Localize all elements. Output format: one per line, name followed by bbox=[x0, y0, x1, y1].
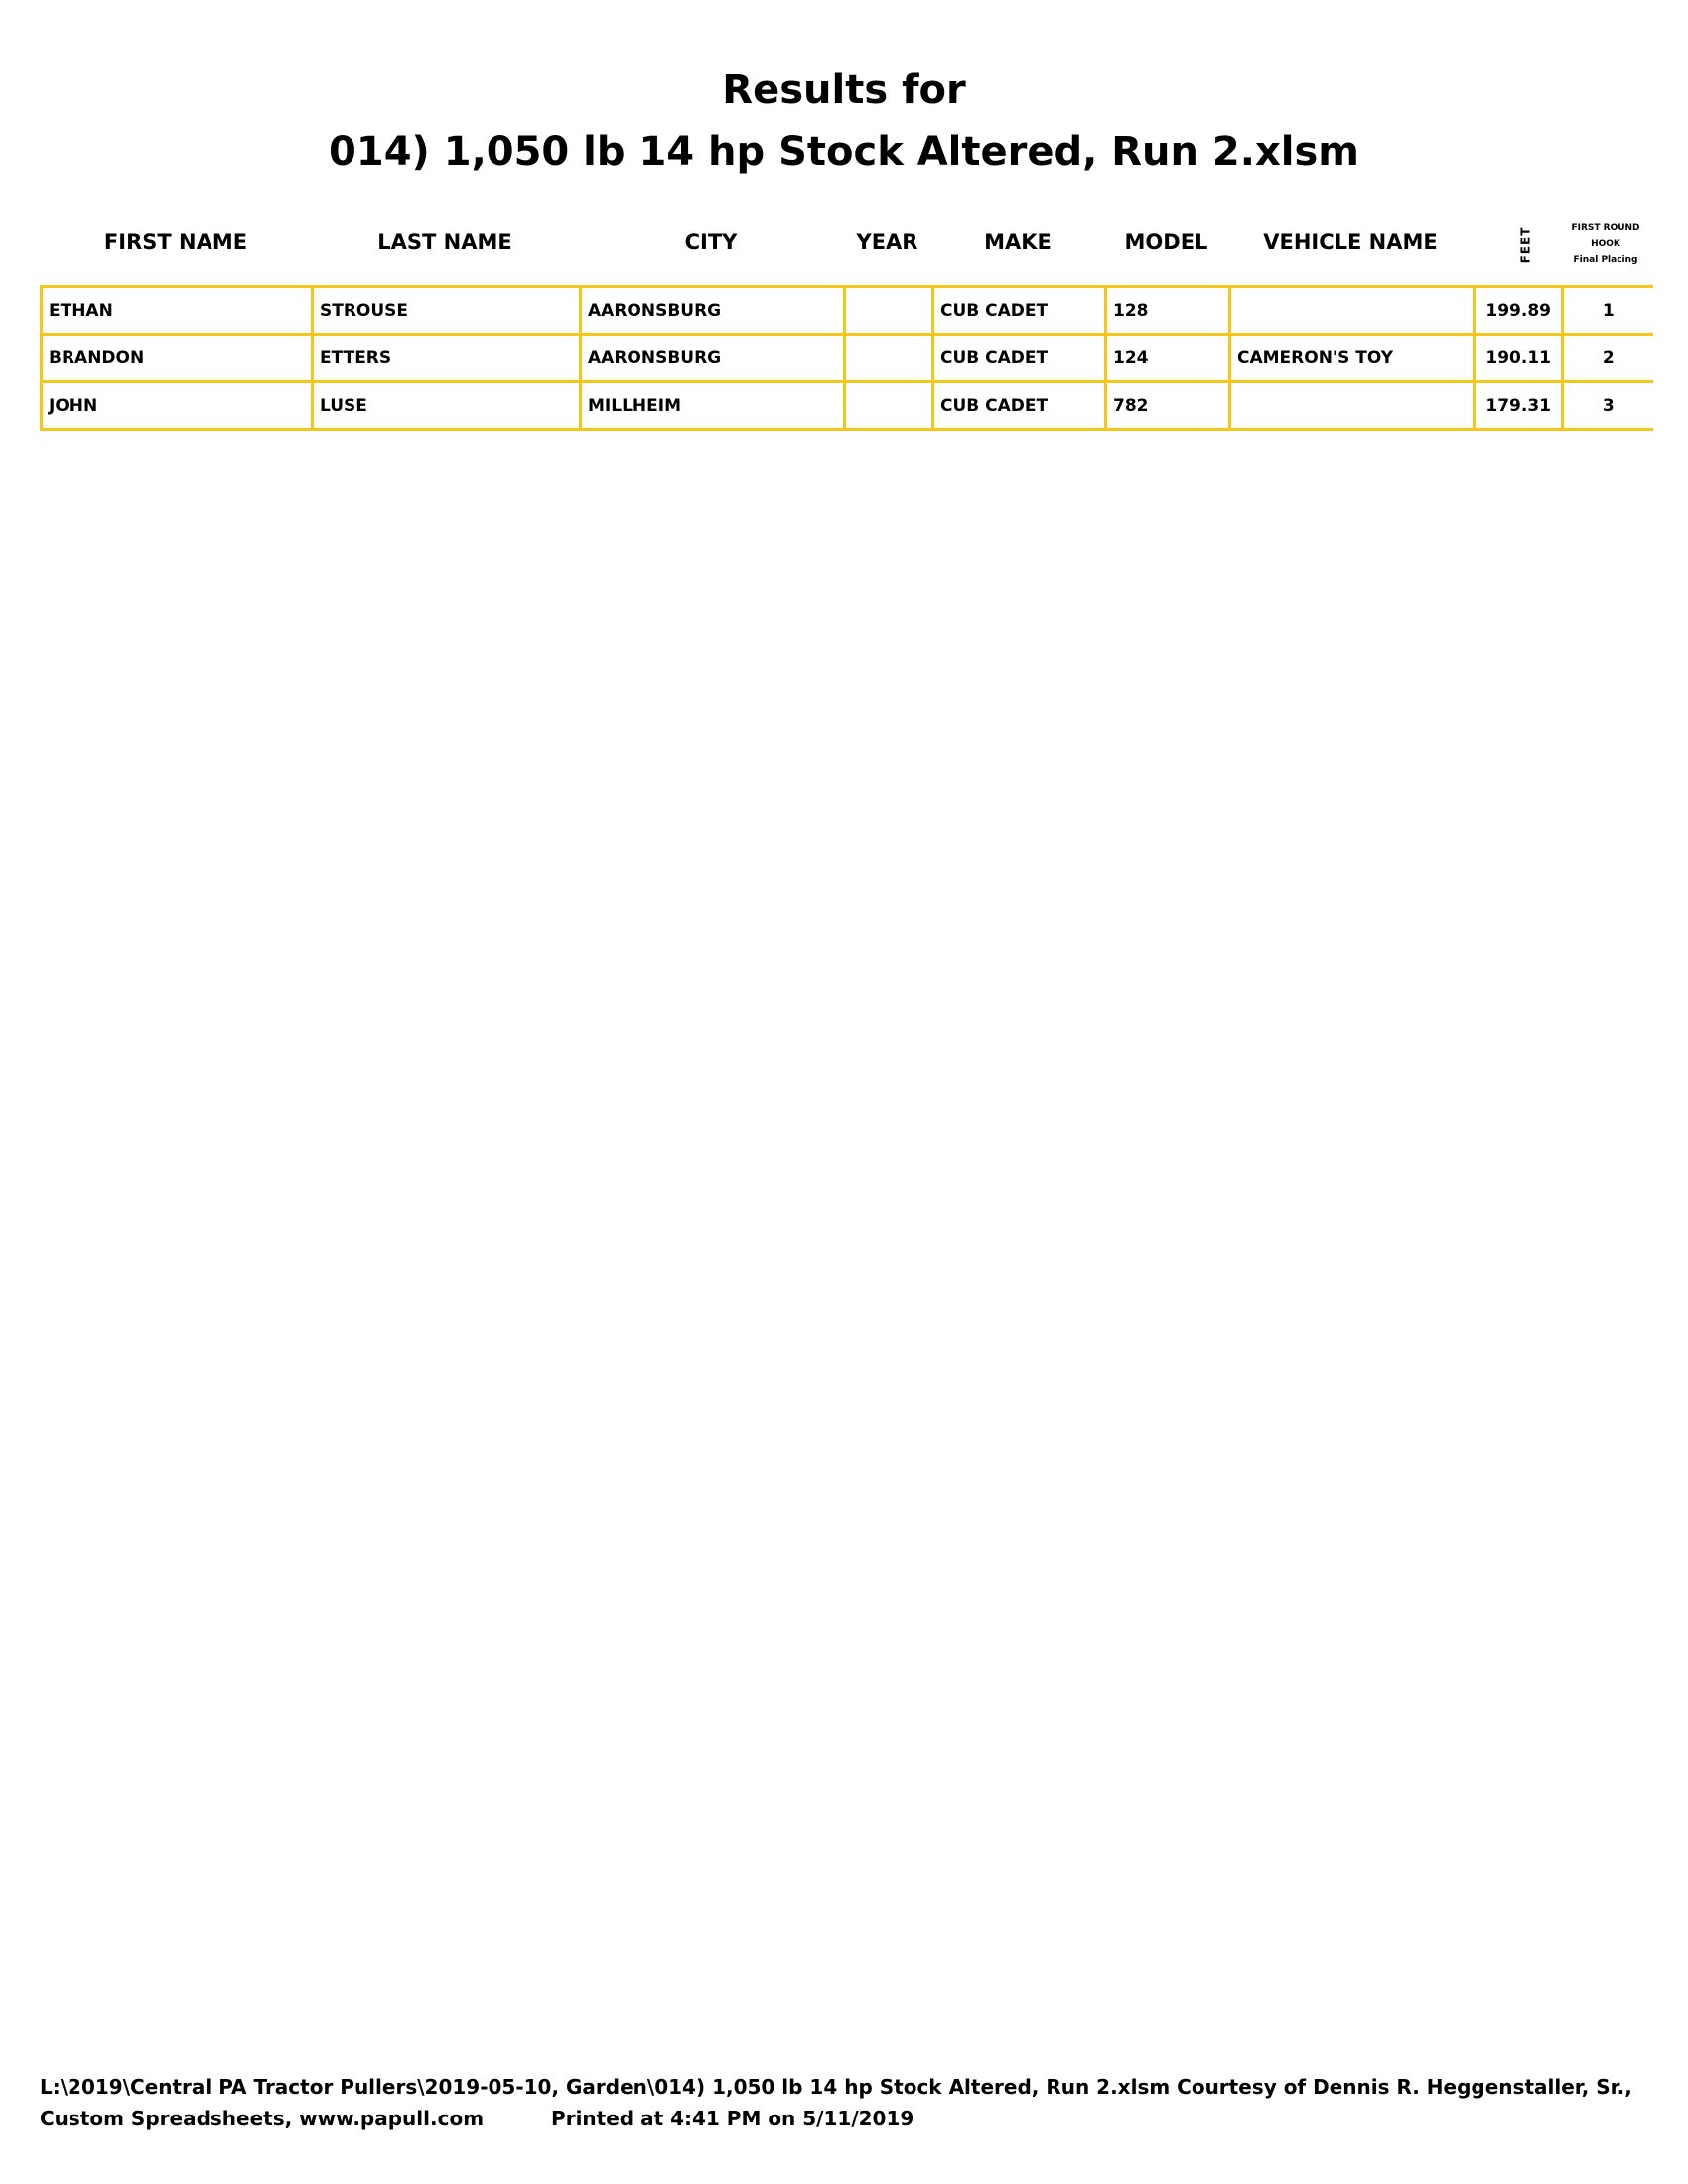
footer-file-path: L:\2019\Central PA Tractor Pullers\2019-05-10, Garden\014) 1,050 lb 14 hp Stock Altered, Run 2.xlsm Courtesy of Dennis R. Heggenstaller, Sr., bbox=[40, 2075, 1632, 2099]
cell-place: 1 bbox=[1563, 287, 1653, 335]
cell-make: CUB CADET bbox=[933, 382, 1106, 430]
cell-feet: 179.31 bbox=[1475, 382, 1563, 430]
results-table bbox=[40, 285, 1653, 431]
cell-vehicle-name bbox=[1230, 382, 1475, 430]
cell-first-name: ETHAN bbox=[42, 287, 313, 335]
header-year: YEAR bbox=[856, 230, 918, 254]
cell-place: 2 bbox=[1563, 335, 1653, 382]
header-placing-line3: Final Placing bbox=[1573, 255, 1638, 265]
cell-city: AARONSBURG bbox=[581, 335, 845, 382]
header-feet-label: FEET bbox=[1518, 226, 1532, 264]
cell-last-name: ETTERS bbox=[313, 335, 581, 382]
cell-last-name: STROUSE bbox=[313, 287, 581, 335]
header-first-name: FIRST NAME bbox=[103, 230, 248, 254]
cell-make: CUB CADET bbox=[933, 287, 1106, 335]
cell-first-name: BRANDON bbox=[42, 335, 313, 382]
cell-last-name: LUSE bbox=[313, 382, 581, 430]
cell-place: 3 bbox=[1563, 382, 1653, 430]
header-make: MAKE bbox=[984, 230, 1052, 254]
header-placing-line1: FIRST ROUND bbox=[1571, 223, 1640, 233]
header-placing bbox=[1561, 220, 1650, 268]
page-subtitle: 014) 1,050 lb 14 hp Stock Altered, Run 2.xlsm bbox=[329, 129, 1359, 175]
cell-feet: 199.89 bbox=[1475, 287, 1563, 335]
table-row bbox=[42, 382, 1653, 430]
cell-model: 124 bbox=[1106, 335, 1230, 382]
footer-credits bbox=[40, 2107, 914, 2130]
header-placing-line2: HOOK bbox=[1591, 239, 1620, 249]
page-title: Results for bbox=[722, 68, 966, 113]
cell-year bbox=[845, 382, 933, 430]
cell-city: AARONSBURG bbox=[581, 287, 845, 335]
cell-model: 782 bbox=[1106, 382, 1230, 430]
cell-model: 128 bbox=[1106, 287, 1230, 335]
cell-make: CUB CADET bbox=[933, 335, 1106, 382]
header-model: MODEL bbox=[1124, 230, 1208, 254]
table-row bbox=[42, 335, 1653, 382]
footer-printed-time: Printed at 4:41 PM on 5/11/2019 bbox=[551, 2107, 914, 2130]
cell-first-name: JOHN bbox=[42, 382, 313, 430]
header-city: CITY bbox=[684, 230, 738, 254]
cell-vehicle-name bbox=[1230, 287, 1475, 335]
cell-vehicle-name: CAMERON'S TOY bbox=[1230, 335, 1475, 382]
cell-year bbox=[845, 335, 933, 382]
footer-website: Custom Spreadsheets, www.papull.com bbox=[40, 2107, 485, 2130]
header-vehicle-name: VEHICLE NAME bbox=[1263, 230, 1438, 254]
cell-year bbox=[845, 287, 933, 335]
table-row bbox=[42, 287, 1653, 335]
cell-feet: 190.11 bbox=[1475, 335, 1563, 382]
cell-city: MILLHEIM bbox=[581, 382, 845, 430]
header-feet bbox=[1503, 223, 1547, 267]
header-last-name: LAST NAME bbox=[377, 230, 512, 254]
